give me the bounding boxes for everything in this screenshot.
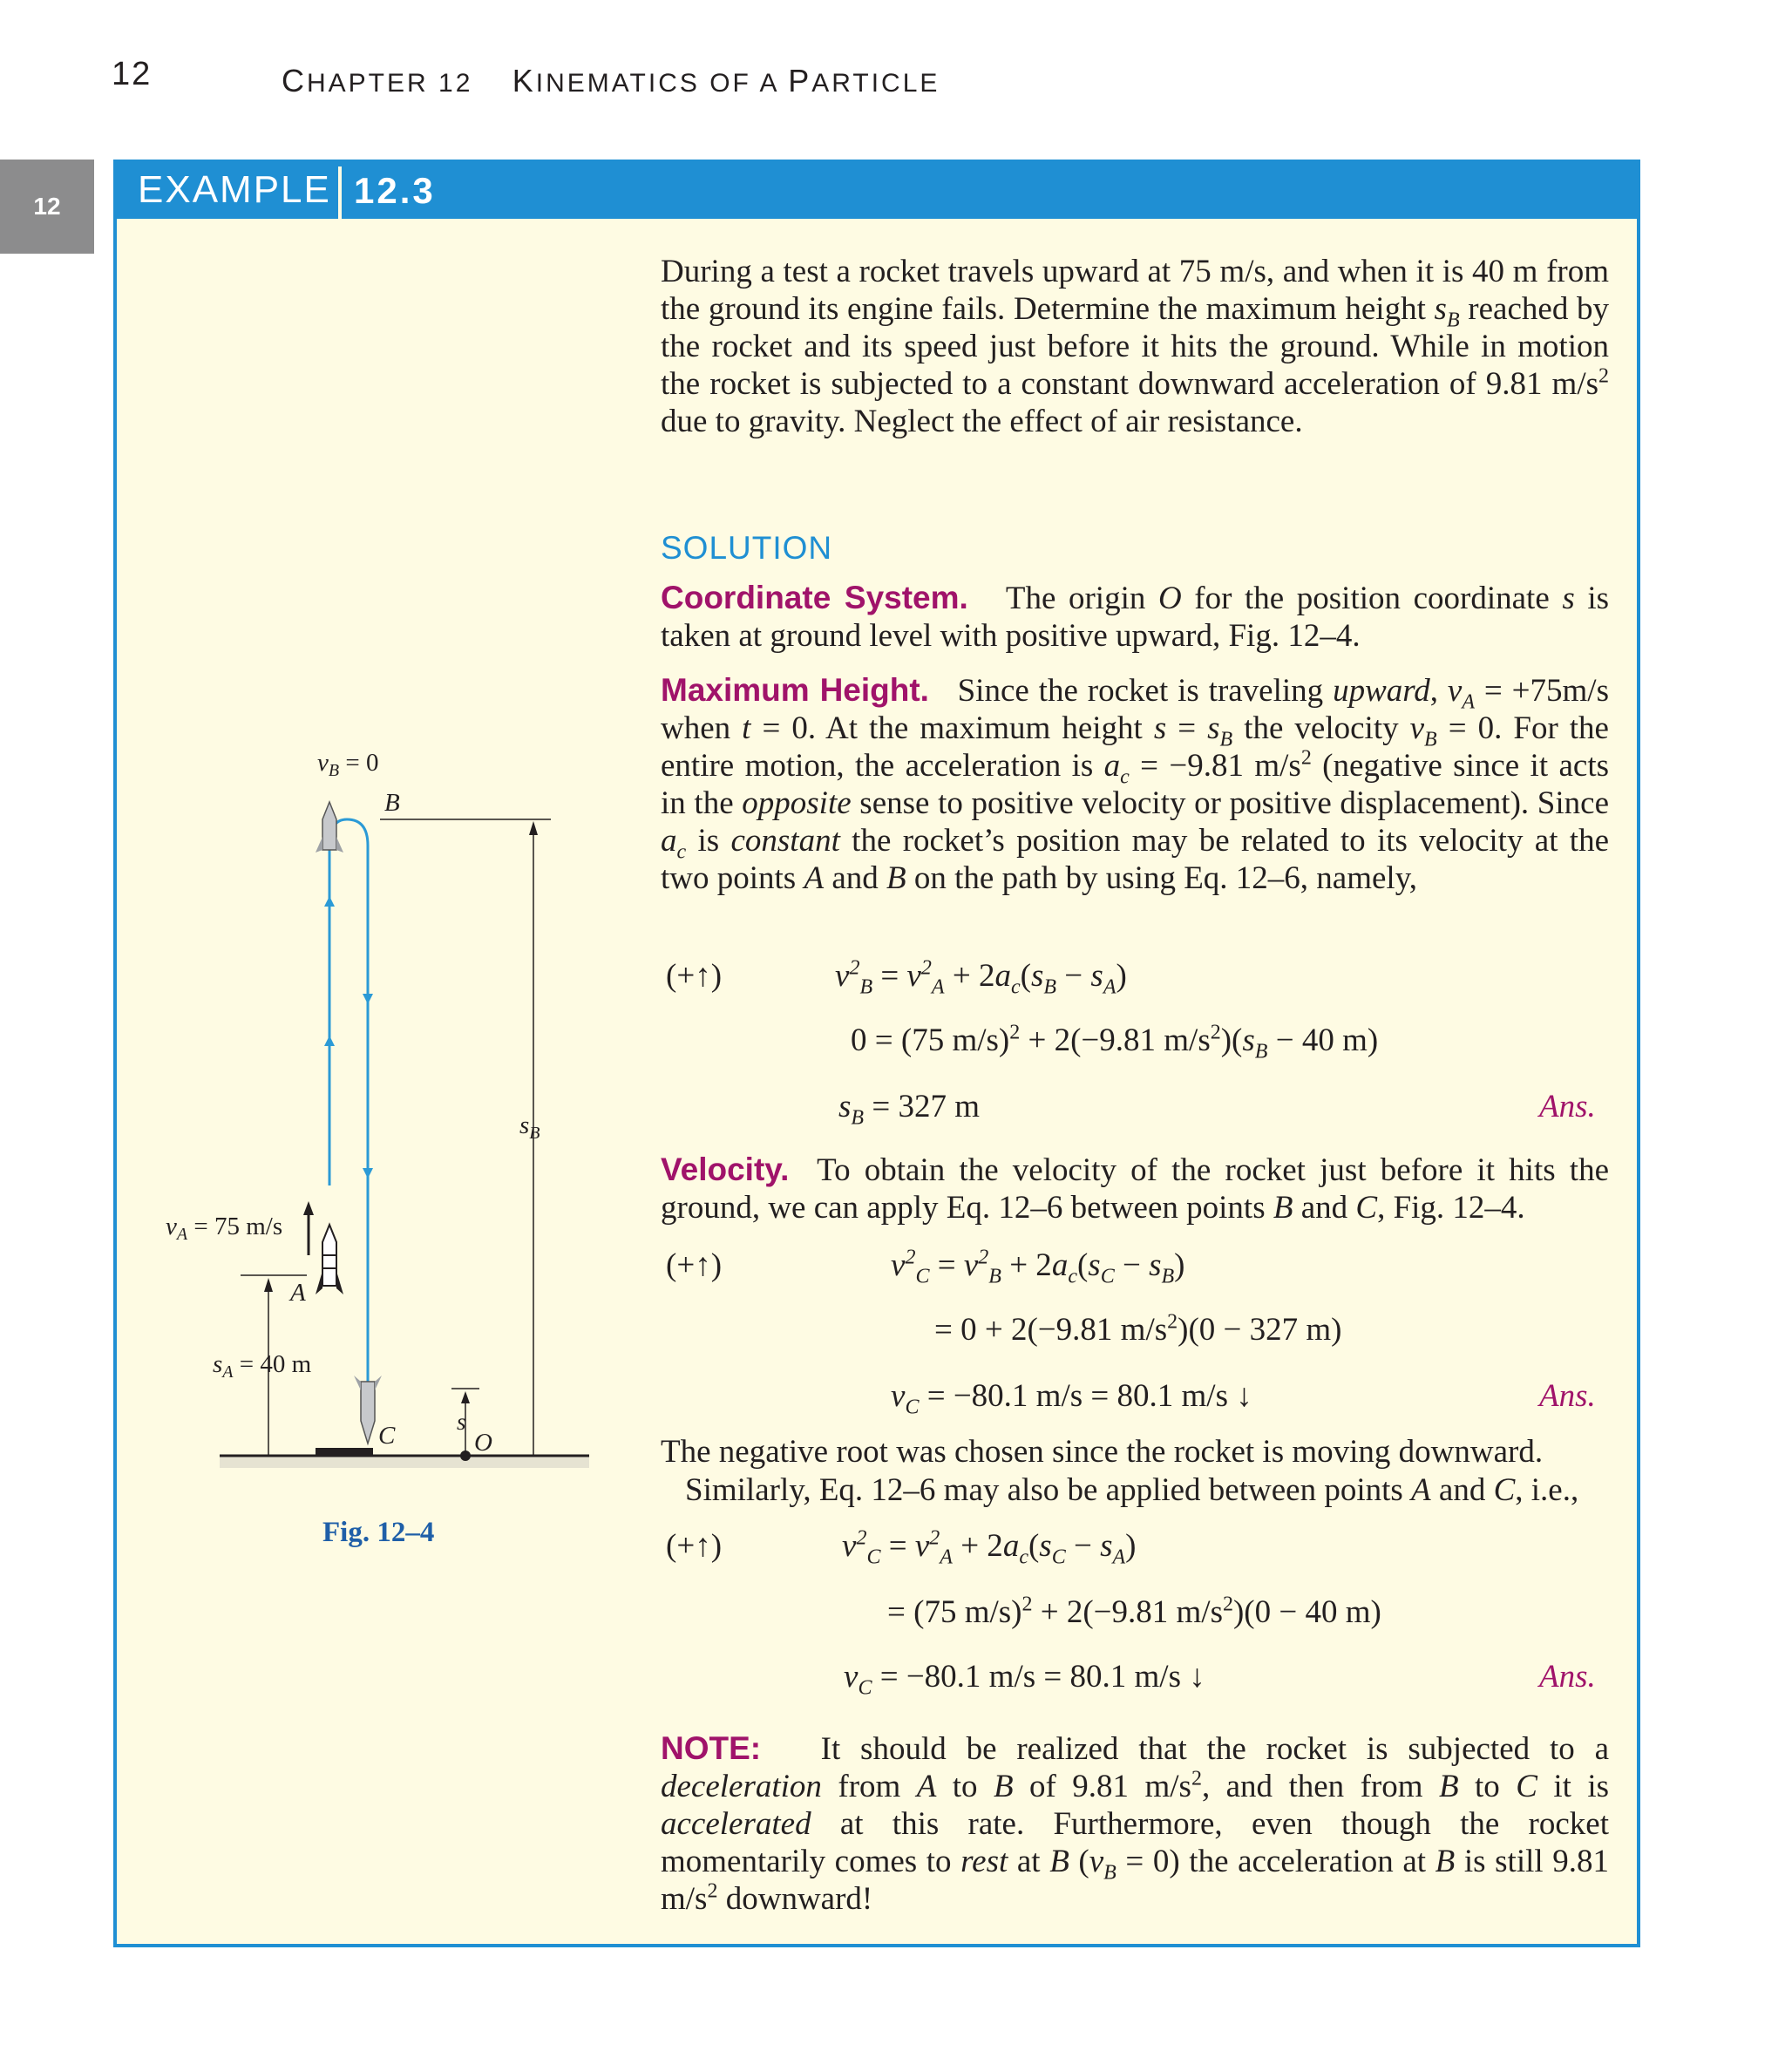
velocity-heading: Velocity. bbox=[661, 1151, 790, 1187]
label-vb: $v_B = 0$ bbox=[317, 749, 379, 780]
equation-3-line-2: = (75 m/s)$^2$ + 2(−9.81 $m/s^2)(0 - 40$ m) bbox=[887, 1593, 1381, 1630]
label-sb: $s_B$ bbox=[519, 1111, 540, 1143]
equation-1-line-1: $v^2_B = v^2_A + 2a_c(s_B - s_A)$ bbox=[835, 956, 1127, 999]
label-sa: $s_A = 40$ m bbox=[213, 1350, 312, 1382]
answer-label-3: Ans. bbox=[1539, 1659, 1596, 1695]
label-s: s bbox=[457, 1409, 466, 1435]
note-paragraph: NOTE: It should be realized that the rocket is subjected to a deceleration from A to B of 9.81 $m/s^2$, and then from B to C it is accelerated at this rate. Furthermore, even though the rocket momentarily comes to rest at B $(v_B = 0)$ the acceleration at B is still 9.81 $m/s^2$ downward! bbox=[661, 1730, 1610, 1917]
label-c: C bbox=[378, 1422, 396, 1450]
maximum-height-heading: Maximum Height. bbox=[661, 672, 929, 708]
title-divider bbox=[338, 166, 342, 219]
rocket-figure bbox=[148, 732, 601, 1482]
solution-heading: SOLUTION bbox=[661, 530, 833, 566]
figure-caption: Fig. 12–4 bbox=[322, 1517, 435, 1548]
coordinate-system-heading: Coordinate System. bbox=[661, 580, 968, 615]
example-number: 12.3 bbox=[354, 170, 436, 211]
equation-2-line-2: = 0 + 2(−9.81 $m/s^2)(0 - 327$ m) bbox=[934, 1310, 1342, 1348]
origin-point bbox=[460, 1450, 471, 1461]
similarly-text: Similarly, Eq. 12–6 may also be applied between points A and C, i.e., bbox=[685, 1472, 1579, 1508]
sign-convention-3: (+↑) bbox=[666, 1528, 723, 1564]
running-header: CHAPTER 12 KINEMATICS OF A PARTICLE bbox=[282, 63, 940, 99]
label-a: A bbox=[290, 1279, 306, 1307]
coordinate-system-paragraph: Coordinate System. The origin O for the position coordinate s is taken at ground level with positive upward, Fig. 12–4. bbox=[661, 580, 1609, 654]
chapter-tab: 12 bbox=[0, 160, 94, 254]
velocity-paragraph: Velocity. To obtain the velocity of the rocket just before it hits the ground, we can apply Eq. 12–6 between points B and C, Fig. 12–4. bbox=[661, 1151, 1609, 1226]
problem-statement: During a test a rocket travels upward at 75 m/s, and when it is 40 m from the ground its engine fails. Determine the maximum height $s_B$ reached by the rocket and its speed just before it hits the ground. While in motion the rocket is subjected to a constant downward acceleration of 9.81 $m/s^2$ due to gravity. Neglect the effect of air resistance. bbox=[661, 254, 1609, 439]
equation-2-line-1: $v^2_C = v^2_B + 2a_c(s_C - s_B)$ bbox=[891, 1246, 1185, 1288]
answer-label-2: Ans. bbox=[1539, 1378, 1596, 1414]
equation-2-result: $v_C = -80.1$ m/s = 80.1 m/s ↓ bbox=[891, 1378, 1252, 1419]
down-arrow-2 bbox=[363, 1168, 373, 1179]
down-arrow-1 bbox=[363, 994, 373, 1004]
note-heading: NOTE: bbox=[661, 1730, 762, 1766]
launch-pad bbox=[316, 1448, 373, 1455]
answer-label-1: Ans. bbox=[1539, 1089, 1596, 1124]
maximum-height-paragraph: Maximum Height. Since the rocket is traveling upward, $v_A = +75m/s$ when t = 0. At the maximum height $s = s_B$ the velocity $v_B = 0$. For the entire motion, the acceleration is $a_c = -9.81$ $m/s^2$ (negative since it acts in the opposite sense to positive velocity or positive displacement). Since $a_c$ is constant the rocket’s position may be related to its velocity at the two points A and B on the path by using Eq. 12–6, namely, bbox=[661, 672, 1609, 896]
equation-3-line-1: $v^2_C = v^2_A + 2a_c(s_C - s_A)$ bbox=[842, 1526, 1137, 1569]
negative-root-text: The negative root was chosen since the rocket is moving downward. bbox=[661, 1434, 1544, 1470]
label-b: B bbox=[384, 789, 400, 817]
sb-arrowhead bbox=[529, 821, 538, 835]
page-number: 12 bbox=[112, 56, 153, 92]
label-o: O bbox=[474, 1429, 492, 1457]
sign-convention-2: (+↑) bbox=[666, 1247, 723, 1283]
label-va: $v_A = 75$ m/s bbox=[166, 1213, 283, 1244]
up-arrow-1 bbox=[324, 896, 335, 907]
example-title-bar bbox=[117, 163, 1637, 219]
rocket-at-b bbox=[316, 802, 343, 853]
up-arrow-2 bbox=[324, 1036, 335, 1046]
sign-convention-1: (+↑) bbox=[666, 958, 723, 994]
va-arrowhead bbox=[303, 1201, 314, 1215]
example-label: EXAMPLE bbox=[138, 168, 331, 211]
ground-shading bbox=[220, 1456, 589, 1468]
trajectory-path bbox=[329, 819, 368, 1386]
rocket-at-a bbox=[316, 1225, 343, 1294]
equation-1-line-2: 0 = (75 m/s)$^2$ + 2(−9.81 $m/s^2)(s_B - 40$ m) bbox=[851, 1021, 1379, 1063]
sa-arrowhead bbox=[264, 1278, 273, 1292]
equation-3-result: $v_C = -80.1$ m/s = 80.1 m/s ↓ bbox=[844, 1659, 1205, 1700]
s-arrowhead bbox=[461, 1391, 470, 1403]
equation-1-result: $s_B = 327$ m bbox=[838, 1089, 980, 1130]
